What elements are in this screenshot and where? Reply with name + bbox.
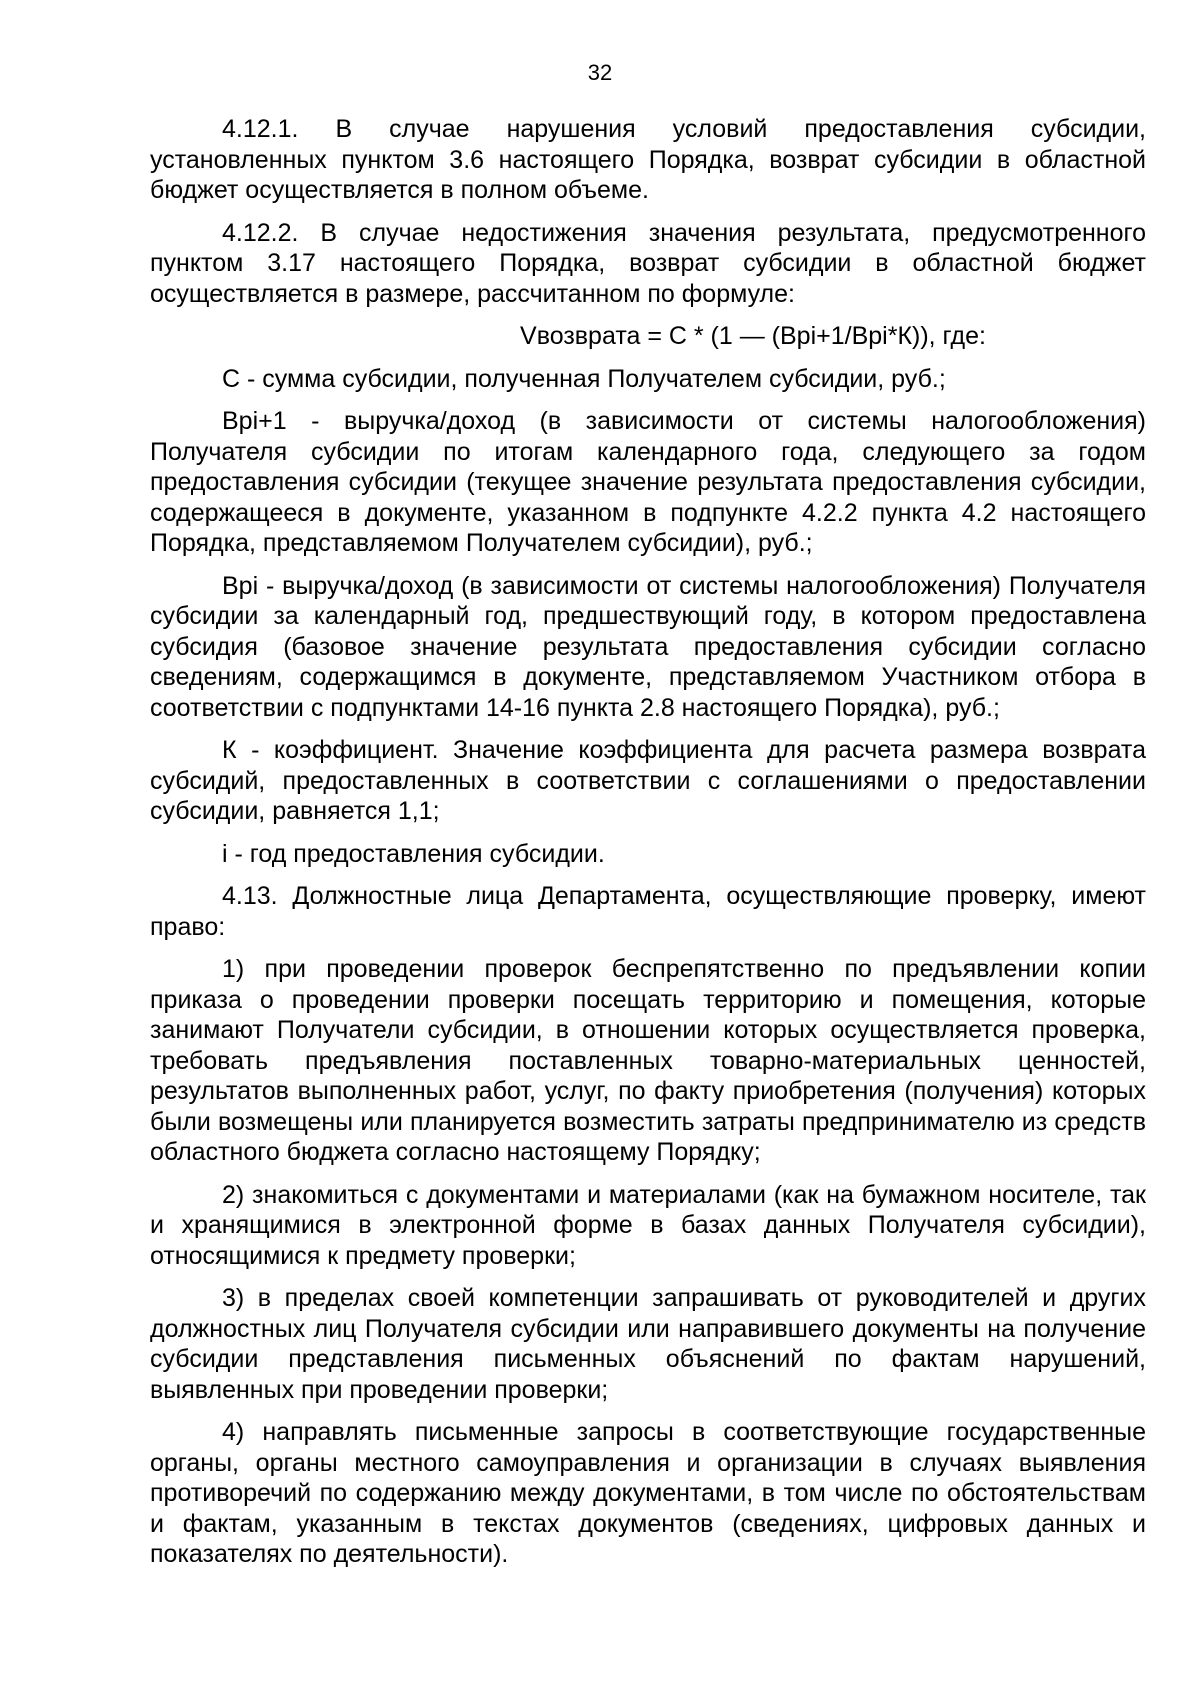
list-item-2: 2) знакомиться с документами и материалами (как на бумажном носителе, так и хранящимися в электронной форме в базах данных Получателя субсидии), относящимися к предмету проверки;	[150, 1180, 1146, 1270]
paragraph-4-13: 4.13. Должностные лица Департамента, осуществляющие проверку, имеют право:	[150, 882, 1146, 941]
definition-vri-plus-1: Врi+1 - выручка/доход (в зависимости от системы налогообложения) Получателя субсидии по итогам календарного года, следующего за годом предоставления субсидии (текущее значение результата предоставления субсидии, содержащееся в документе, указанном в подпункте 4.2.2 пункта 4.2 настоящего Порядка, представляемом Получателем субсидии), руб.;	[150, 407, 1146, 557]
list-item-4: 4) направлять письменные запросы в соответствующие государственные органы, органы местного самоуправления и организации в случаях выявления противоречий по содержанию между документами, в том числе по обстоятельствам и фактам, указанным в текстах документов (сведениях, цифровых данных и показателях по деятельности).	[150, 1418, 1146, 1568]
document-body	[150, 114, 1146, 1582]
list-item-1: 1) при проведении проверок беспрепятственно по предъявлении копии приказа о проведении проверки посещать территорию и помещения, которые занимают Получатели субсидии, в отношении которых осуществляется проверка, требовать предъявления поставленных товарно-материальных ценностей, результатов выполненных работ, услуг, по факту приобретения (получения) которых были возмещены или планируется возместить затраты предпринимателю из средств областного бюджета согласно настоящему Порядку;	[150, 955, 1146, 1166]
definition-k: К - коэффициент. Значение коэффициента для расчета размера возврата субсидий, предоставленных в соответствии с соглашениями о предоставлении субсидии, равняется 1,1;	[150, 736, 1146, 825]
paragraph-4-12-2: 4.12.2. В случае недостижения значения результата, предусмотренного пунктом 3.17 настоящего Порядка, возврат субсидии в областной бюджет осуществляется в размере, рассчитанном по формуле:	[150, 218, 1146, 308]
definition-i: i - год предоставления субсидии.	[222, 839, 605, 868]
page-number: 32	[587, 60, 613, 85]
refund-formula: Vвозврата = С * (1 — (Врi+1/Врi*К)), где:	[520, 322, 986, 350]
definition-c: С - сумма субсидии, полученная Получателем субсидии, руб.;	[222, 364, 946, 393]
list-item-3: 3) в пределах своей компетенции запрашивать от руководителей и других должностных лиц Получателя субсидии или направившего документы на получение субсидии представления письменных объяснений по фактам нарушений, выявленных при проведении проверки;	[150, 1284, 1146, 1404]
definition-vri: Врi - выручка/доход (в зависимости от системы налогообложения) Получателя субсидии за календарный год, предшествующий году, в котором предоставлена субсидия (базовое значение результата предоставления субсидии согласно сведениям, содержащимся в документе, представляемом Участником отбора в соответствии с подпунктами 14-16 пункта 2.8 настоящего Порядка), руб.;	[150, 571, 1146, 722]
paragraph-4-12-1: 4.12.1. В случае нарушения условий предоставления субсидии, установленных пунктом 3.6 настоящего Порядка, возврат субсидии в областной бюджет осуществляется в полном объеме.	[150, 115, 1146, 204]
